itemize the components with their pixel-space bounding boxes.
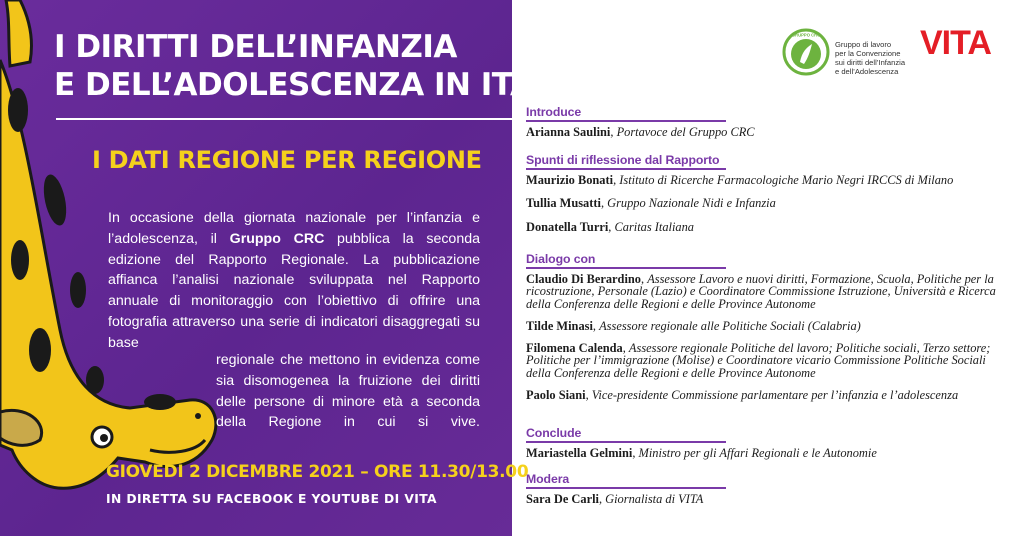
speaker-name: Donatella Turri — [526, 220, 609, 235]
speaker-role: Giornalista di VITA — [605, 491, 704, 506]
speaker-entry: Filomena Calenda, Assessore regionale Politiche del lavoro; Politiche sociali, Terzo settore; Politiche per l’immigrazione (Molise) e Coordinatore vicario Commissione Politiche Sociali della Conferenza delle Regioni e delle Province Autonome — [526, 340, 991, 381]
speaker-entry: Paolo Siani, Vice-presidente Commissione parlamentare per l’infanzia e l’adolescenza — [526, 388, 959, 403]
section-heading: Modera — [526, 472, 570, 486]
description-paragraph-1 — [108, 208, 480, 354]
page-title — [54, 28, 600, 104]
crc-line-2: per la Convenzione — [835, 49, 901, 58]
section-spunti — [526, 153, 996, 234]
para1-text-a: In occasione della giornata nazionale per l’infanzia e l’adolescenza, il — [108, 210, 480, 247]
speaker-role: Assessore regionale alle Politiche Sociali (Calabria) — [599, 318, 861, 333]
section-rule — [526, 487, 726, 489]
event-date: GIOVEDÌ 2 DICEMBRE 2021 – ORE 11.30/13.00 — [106, 462, 529, 482]
title-line-2: E DELL’ADOLESCENZA IN ITALIA: — [54, 67, 600, 103]
para1-text-b: pubblica la seconda edizione del Rapporto Regionale. La pubblicazione affianca l’analisi nazionale sviluppata nel Rapporto annuale di monitoraggio con l’obiettivo di offrire una fotografia attraverso una serie di indicatori disaggregati su base — [108, 230, 480, 351]
speaker-entry: Donatella Turri, Caritas Italiana — [526, 220, 695, 235]
speaker-name: Paolo Siani — [526, 388, 586, 403]
speaker-role: Vice-presidente Commissione parlamentare per l’infanzia e l’adolescenza — [591, 388, 959, 403]
speaker-name: Claudio Di Berardino — [526, 271, 641, 286]
speaker-entry: Sara De Carli, Giornalista di VITA — [526, 491, 704, 506]
speaker-role: Assessore Lavoro e nuovi diritti, Formazione, Scuola, Politiche per la ricostruzione, Personale (Lazio) e Coordinatore Commissione Istruzione, Università e Ricerca della Conferenza delle Regioni e delle Province Autonome — [526, 271, 996, 312]
speaker-entry: Tilde Minasi, Assessore regionale alle Politiche Sociali (Calabria) — [526, 318, 861, 333]
section-heading: Conclude — [526, 426, 582, 440]
crc-line-4: e dell’Adolescenza — [835, 67, 899, 76]
crc-badge-text: GRUPPO CRC — [791, 32, 821, 38]
speaker-role: Gruppo Nazionale Nidi e Infanzia — [607, 196, 776, 211]
description-paragraph-2: regionale che mettono in evidenza come sia disomogenea la fruizione dei diritti delle persone di minore età a seconda della Regione in cui si vive. — [216, 352, 480, 431]
speaker-name: Tilde Minasi — [526, 318, 593, 333]
section-rule — [526, 441, 726, 443]
subtitle: I DATI REGIONE PER REGIONE — [92, 146, 482, 174]
section-rule — [526, 120, 726, 122]
speaker-entry: Mariastella Gelmini, Ministro per gli Affari Regionali e le Autonomie — [526, 445, 877, 460]
title-line-1: I DIRITTI DELL’INFANZIA — [54, 29, 457, 65]
speaker-role: Caritas Italiana — [614, 220, 695, 235]
speaker-name: Maurizio Bonati — [526, 172, 614, 187]
section-rule — [526, 267, 726, 269]
crc-logo-icon — [782, 28, 830, 76]
section-dialogo — [526, 252, 996, 402]
para1-bold: Gruppo CRC — [229, 230, 325, 247]
speaker-name: Sara De Carli — [526, 491, 599, 506]
crc-line-1: Gruppo di lavoro — [835, 40, 892, 49]
speaker-name: Tullia Musatti — [526, 196, 601, 211]
vita-logo: VITA — [920, 24, 991, 62]
speaker-name: Mariastella Gelmini — [526, 445, 633, 460]
speaker-role: Assessore regionale Politiche del lavoro; Politiche sociali, Terzo settore; Politiche per l’immigrazione (Molise) e Coordinatore vicario Commissione Politiche Sociali della Conferenza delle Regioni e delle Province Autonome — [526, 340, 991, 381]
section-rule — [526, 168, 726, 170]
speaker-name: Arianna Saulini — [526, 124, 611, 139]
speaker-entry: Arianna Saulini, Portavoce del Gruppo CRC — [526, 124, 755, 139]
live-stream-info: IN DIRETTA SU FACEBOOK E YOUTUBE DI VITA — [106, 492, 437, 506]
speaker-entry: Tullia Musatti, Gruppo Nazionale Nidi e Infanzia — [526, 196, 776, 211]
crc-line-3: sui diritti dell’Infanzia — [835, 58, 906, 67]
section-conclude — [526, 426, 996, 459]
speaker-name: Filomena Calenda — [526, 340, 623, 355]
crc-description — [835, 40, 905, 76]
speaker-role: Istituto di Ricerche Farmacologiche Mario Negri IRCCS di Milano — [619, 172, 954, 187]
speaker-role: Ministro per gli Affari Regionali e le Autonomie — [638, 445, 877, 460]
speaker-role: Portavoce del Gruppo CRC — [616, 124, 755, 139]
section-heading: Spunti di riflessione dal Rapporto — [526, 153, 720, 167]
section-heading: Introduce — [526, 105, 582, 119]
speaker-entry: Maurizio Bonati, Istituto di Ricerche Farmacologiche Mario Negri IRCCS di Milano — [526, 172, 954, 187]
section-heading: Dialogo con — [526, 252, 596, 266]
title-divider — [56, 118, 512, 120]
section-introduce — [526, 105, 996, 138]
speaker-entry: Claudio Di Berardino, Assessore Lavoro e nuovi diritti, Formazione, Scuola, Politiche per la ricostruzione, Personale (Lazio) e Coordinatore Commissione Istruzione, Università e Ricerca della Conferenza delle Regioni e delle Province Autonome — [526, 271, 996, 312]
section-modera — [526, 472, 996, 505]
